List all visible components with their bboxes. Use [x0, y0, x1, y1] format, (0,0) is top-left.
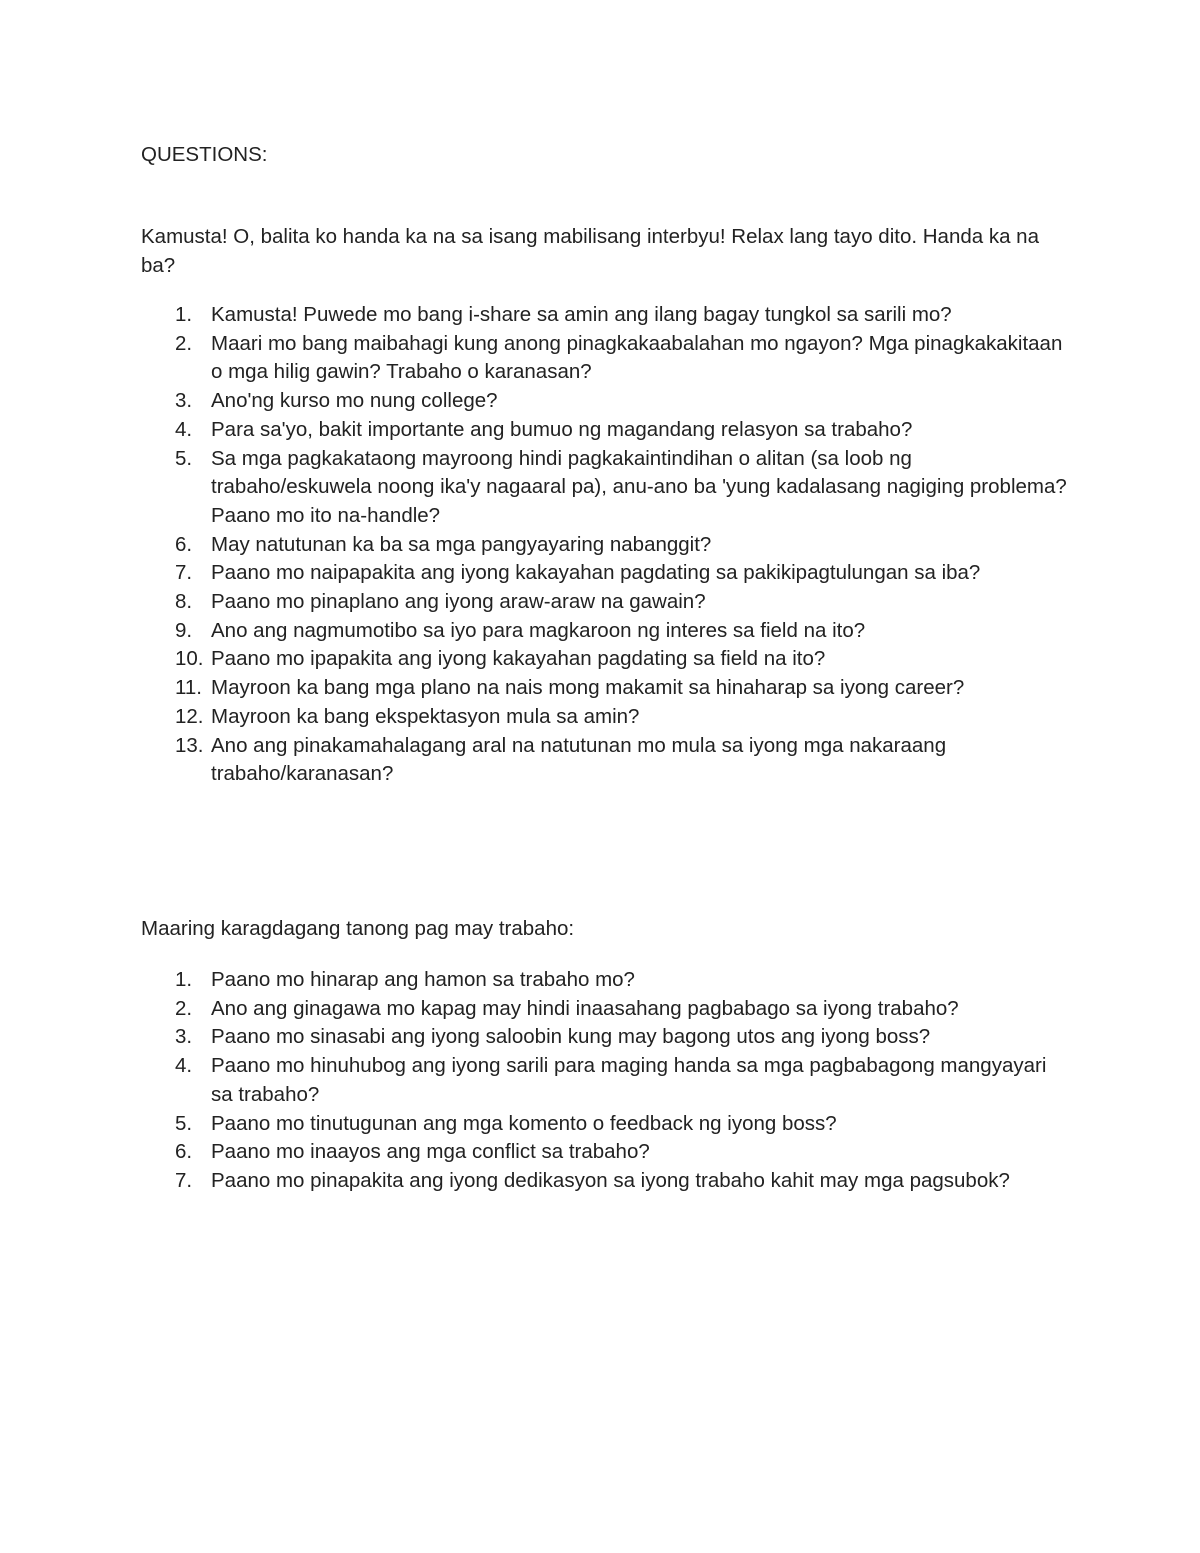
item-text: Maari mo bang maibahagi kung anong pinagkakaabalahan mo ngayon? Mga pinagkakakitaan o mga hilig gawin? Trabaho o karanasan?: [211, 331, 1063, 384]
list-item: [141, 416, 1071, 445]
list-item: [141, 1110, 1071, 1139]
item-number: 4.: [175, 1054, 193, 1078]
list-item: [141, 674, 1071, 703]
list-item: [141, 1023, 1071, 1052]
list-item: [141, 387, 1071, 416]
item-number: 7.: [175, 561, 193, 585]
item-number: 12.: [175, 704, 204, 728]
item-text: Ano ang pinakamahalagang aral na natutunan mo mula sa iyong mga nakaraang trabaho/karanasan?: [211, 733, 947, 786]
item-number: 10.: [175, 647, 204, 671]
item-text: Para sa'yo, bakit importante ang bumuo ng magandang relasyon sa trabaho?: [211, 417, 913, 441]
list-item: [141, 617, 1071, 646]
item-text: Paano mo pinaplano ang iyong araw-araw na gawain?: [211, 590, 706, 614]
item-text: Paano mo pinapakita ang iyong dedikasyon sa iyong trabaho kahit may mga pagsubok?: [211, 1168, 1010, 1192]
item-text: Paano mo hinuhubog ang iyong sarili para maging handa sa mga pagbabagong mangyayari sa trabaho?: [211, 1054, 1047, 1106]
item-number: 11.: [175, 676, 202, 700]
item-text: Paano mo tinutugunan ang mga komento o feedback ng iyong boss?: [211, 1111, 837, 1135]
list-item: [141, 703, 1071, 732]
item-number: 8.: [175, 590, 193, 614]
list-item: [141, 1052, 1071, 1109]
list-item: [141, 1138, 1071, 1167]
item-number: 13.: [175, 733, 204, 757]
item-number: 7.: [175, 1168, 193, 1192]
list-item: [141, 1167, 1071, 1196]
list-item: [141, 645, 1071, 674]
questions-list: [141, 301, 1071, 789]
item-text: Ano ang ginagawa mo kapag may hindi inaasahang pagbabago sa iyong trabaho?: [211, 996, 959, 1020]
item-number: 1.: [175, 303, 193, 326]
list-item: [141, 301, 1071, 330]
list-item: [141, 995, 1071, 1024]
item-text: Kamusta! Puwede mo bang i-share sa amin ang ilang bagay tungkol sa sarili mo?: [211, 303, 952, 326]
item-text: Sa mga pagkakataong mayroong hindi pagkakaintindihan o alitan (sa loob ng trabaho/eskuwela noong ika'y nagaaral pa), anu-ano ba 'yung kadalasang nagiging problema? Paano mo ito na-handle?: [211, 446, 1067, 527]
item-text: Paano mo naipapakita ang iyong kakayahan pagdating sa pakikipagtulungan sa iba?: [211, 561, 981, 585]
intro-paragraph: Kamusta! O, balita ko handa ka na sa isang mabilisang interbyu! Relax lang tayo dito. Handa ka na ba?: [141, 225, 1039, 277]
item-number: 6.: [175, 532, 193, 556]
list-item: [141, 559, 1071, 588]
item-number: 4.: [175, 417, 193, 441]
item-text: Paano mo hinarap ang hamon sa trabaho mo?: [211, 968, 635, 991]
list-item: [141, 531, 1071, 560]
item-number: 5.: [175, 446, 193, 470]
item-number: 6.: [175, 1140, 193, 1164]
list-item: [141, 966, 1071, 995]
list-item: [141, 732, 1071, 789]
item-number: 9.: [175, 618, 193, 642]
item-number: 1.: [175, 968, 193, 991]
list-item: [141, 588, 1071, 617]
list-item: [141, 330, 1071, 387]
item-number: 3.: [175, 1025, 193, 1049]
item-text: May natutunan ka ba sa mga pangyayaring nabanggit?: [211, 532, 712, 556]
additional-questions-list: [141, 966, 1071, 1196]
item-text: Paano mo ipapakita ang iyong kakayahan pagdating sa field na ito?: [211, 647, 826, 671]
item-text: Ano ang nagmumotibo sa iyo para magkaroon ng interes sa field na ito?: [211, 618, 866, 642]
item-text: Mayroon ka bang ekspektasyon mula sa amin?: [211, 704, 640, 728]
additional-intro: Maaring karagdagang tanong pag may trabaho:: [141, 917, 575, 940]
list-item: [141, 445, 1071, 531]
item-number: 2.: [175, 331, 193, 355]
item-text: Mayroon ka bang mga plano na nais mong makamit sa hinaharap sa iyong career?: [211, 676, 965, 700]
item-number: 3.: [175, 389, 193, 413]
item-text: Ano'ng kurso mo nung college?: [211, 389, 498, 413]
page-heading: QUESTIONS:: [141, 143, 268, 166]
item-text: Paano mo sinasabi ang iyong saloobin kung may bagong utos ang iyong boss?: [211, 1025, 931, 1049]
item-text: Paano mo inaayos ang mga conflict sa trabaho?: [211, 1140, 650, 1164]
item-number: 5.: [175, 1111, 193, 1135]
item-number: 2.: [175, 996, 193, 1020]
